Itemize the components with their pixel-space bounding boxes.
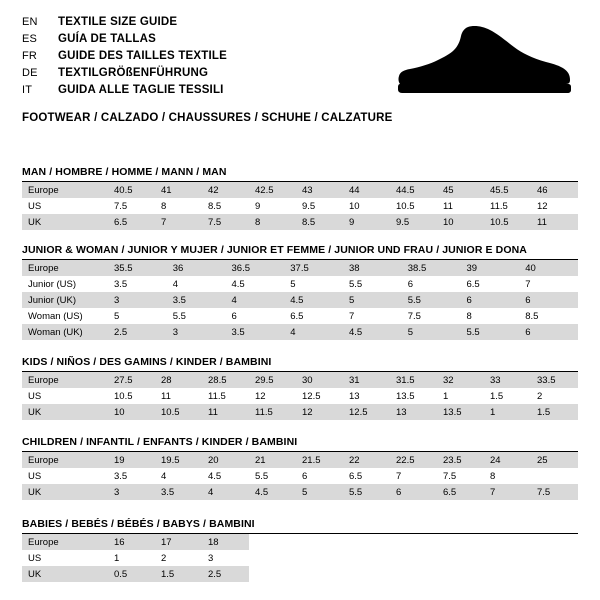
cell: 9 <box>343 214 390 230</box>
table-row <box>22 404 578 420</box>
cell: 8.5 <box>296 214 343 230</box>
table-row <box>22 372 578 388</box>
cell: 10 <box>437 214 484 230</box>
cell: 31 <box>343 372 390 388</box>
table-row <box>22 182 578 198</box>
cell: 41 <box>155 182 202 198</box>
cell: 6 <box>296 468 343 484</box>
cell: 2.5 <box>202 566 249 582</box>
row-label: Junior (US) <box>22 276 108 292</box>
cell-empty <box>249 566 296 582</box>
cell: 4 <box>284 324 343 340</box>
cell: 38.5 <box>402 260 461 276</box>
size-table-babies <box>22 534 578 582</box>
cell-empty <box>343 566 390 582</box>
cell: 8 <box>461 308 520 324</box>
cell: 11.5 <box>202 388 249 404</box>
cell: 11.5 <box>484 198 531 214</box>
cell: 32 <box>437 372 484 388</box>
cell: 5.5 <box>167 308 226 324</box>
cell: 13.5 <box>437 404 484 420</box>
row-label: Europe <box>22 182 108 198</box>
cell: 37.5 <box>284 260 343 276</box>
cell-empty <box>437 550 484 566</box>
table-row <box>22 452 578 468</box>
cell-empty <box>484 550 531 566</box>
language-code-fr: FR <box>22 50 38 62</box>
cell: 31.5 <box>390 372 437 388</box>
cell: 40 <box>519 260 578 276</box>
cell: 3 <box>202 550 249 566</box>
cell: 5 <box>284 276 343 292</box>
cell: 29.5 <box>249 372 296 388</box>
cell: 38 <box>343 260 402 276</box>
cell: 7.5 <box>437 468 484 484</box>
cell: 13 <box>390 404 437 420</box>
language-code-de: DE <box>22 67 38 79</box>
dress-shoe-icon <box>394 22 574 102</box>
cell: 5 <box>108 308 167 324</box>
cell: 3.5 <box>226 324 285 340</box>
language-title-it: GUIDA ALLE TAGLIE TESSILI <box>58 84 224 96</box>
table-row <box>22 468 578 484</box>
language-code-it: IT <box>22 84 33 96</box>
cell: 10.5 <box>155 404 202 420</box>
table-row <box>22 214 578 230</box>
cell: 3 <box>167 324 226 340</box>
cell: 42.5 <box>249 182 296 198</box>
cell: 10 <box>343 198 390 214</box>
cell: 20 <box>202 452 249 468</box>
cell-empty <box>390 550 437 566</box>
cell: 11 <box>202 404 249 420</box>
table-row <box>22 198 578 214</box>
cell: 8.5 <box>519 308 578 324</box>
table-row <box>22 260 578 276</box>
cell: 1 <box>437 388 484 404</box>
cell: 21 <box>249 452 296 468</box>
cell: 23.5 <box>437 452 484 468</box>
cell: 44.5 <box>390 182 437 198</box>
cell: 9.5 <box>296 198 343 214</box>
cell-empty <box>296 566 343 582</box>
cell: 2 <box>155 550 202 566</box>
cell: 18 <box>202 534 249 550</box>
row-label: UK <box>22 214 108 230</box>
section-title-babies: BABIES / BEBÉS / BÉBÉS / BABYS / BAMBINI <box>22 518 578 534</box>
cell: 10.5 <box>108 388 155 404</box>
cell: 8 <box>155 198 202 214</box>
row-label: Woman (UK) <box>22 324 108 340</box>
cell: 4.5 <box>343 324 402 340</box>
cell: 11 <box>437 198 484 214</box>
cell: 4 <box>202 484 249 500</box>
cell: 42 <box>202 182 249 198</box>
cell: 5.5 <box>343 276 402 292</box>
section-title-junior-woman: JUNIOR & WOMAN / JUNIOR Y MUJER / JUNIOR ET FEMME / JUNIOR UND FRAU / JUNIOR E DONA <box>22 244 578 260</box>
cell: 6 <box>461 292 520 308</box>
cell <box>531 468 578 484</box>
cell: 7 <box>484 484 531 500</box>
cell: 12 <box>531 198 578 214</box>
cell: 22 <box>343 452 390 468</box>
cell: 7 <box>155 214 202 230</box>
cell: 30 <box>296 372 343 388</box>
cell: 12 <box>296 404 343 420</box>
cell: 5.5 <box>461 324 520 340</box>
cell: 1.5 <box>155 566 202 582</box>
cell: 7.5 <box>402 308 461 324</box>
size-table-children <box>22 452 578 500</box>
cell: 13.5 <box>390 388 437 404</box>
cell: 45 <box>437 182 484 198</box>
row-label: US <box>22 468 108 484</box>
cell: 13 <box>343 388 390 404</box>
cell: 1.5 <box>531 404 578 420</box>
cell-empty <box>437 534 484 550</box>
cell: 7.5 <box>531 484 578 500</box>
cell: 5 <box>402 324 461 340</box>
cell: 5.5 <box>402 292 461 308</box>
cell: 36 <box>167 260 226 276</box>
cell: 35.5 <box>108 260 167 276</box>
table-row <box>22 550 578 566</box>
cell-empty <box>343 534 390 550</box>
cell: 4 <box>167 276 226 292</box>
row-label: Junior (UK) <box>22 292 108 308</box>
language-title-de: TEXTILGRÖßENFÜHRUNG <box>58 67 209 79</box>
cell: 6.5 <box>284 308 343 324</box>
cell: 3.5 <box>155 484 202 500</box>
table-row <box>22 292 578 308</box>
cell: 6.5 <box>343 468 390 484</box>
cell-empty <box>296 550 343 566</box>
language-title-en: TEXTILE SIZE GUIDE <box>58 16 178 28</box>
row-label: UK <box>22 404 108 420</box>
cell: 7.5 <box>108 198 155 214</box>
cell: 6 <box>390 484 437 500</box>
table-row <box>22 388 578 404</box>
cell: 3.5 <box>167 292 226 308</box>
language-code-es: ES <box>22 33 38 45</box>
section-babies <box>22 518 578 582</box>
size-table-junior-woman <box>22 260 578 340</box>
cell: 6.5 <box>108 214 155 230</box>
section-title-children: CHILDREN / INFANTIL / ENFANTS / KINDER / BAMBINI <box>22 436 578 452</box>
cell: 12 <box>249 388 296 404</box>
cell: 24 <box>484 452 531 468</box>
cell: 5.5 <box>249 468 296 484</box>
row-label: US <box>22 198 108 214</box>
cell: 17 <box>155 534 202 550</box>
cell: 3.5 <box>108 276 167 292</box>
cell: 5.5 <box>343 484 390 500</box>
cell: 9.5 <box>390 214 437 230</box>
table-row <box>22 534 578 550</box>
cell: 11 <box>155 388 202 404</box>
cell-empty <box>296 534 343 550</box>
cell: 4 <box>155 468 202 484</box>
cell: 4.5 <box>284 292 343 308</box>
cell-empty <box>343 550 390 566</box>
cell: 8 <box>249 214 296 230</box>
cell: 44 <box>343 182 390 198</box>
cell: 5 <box>296 484 343 500</box>
cell: 28.5 <box>202 372 249 388</box>
row-label: Europe <box>22 372 108 388</box>
cell: 4.5 <box>249 484 296 500</box>
cell: 10.5 <box>484 214 531 230</box>
cell: 16 <box>108 534 155 550</box>
cell: 6 <box>226 308 285 324</box>
section-junior-woman <box>22 244 578 340</box>
cell: 22.5 <box>390 452 437 468</box>
cell: 1 <box>484 404 531 420</box>
cell: 19 <box>108 452 155 468</box>
cell: 33.5 <box>531 372 578 388</box>
cell: 4.5 <box>226 276 285 292</box>
cell: 11 <box>531 214 578 230</box>
cell: 9 <box>249 198 296 214</box>
section-title-man: MAN / HOMBRE / HOMME / MANN / MAN <box>22 166 578 182</box>
table-row <box>22 308 578 324</box>
cell: 33 <box>484 372 531 388</box>
cell: 4 <box>226 292 285 308</box>
row-label: Woman (US) <box>22 308 108 324</box>
cell: 12.5 <box>296 388 343 404</box>
cell: 3 <box>108 292 167 308</box>
cell: 43 <box>296 182 343 198</box>
row-label: Europe <box>22 534 108 550</box>
size-table-man <box>22 182 578 230</box>
cell: 25 <box>531 452 578 468</box>
cell-empty <box>390 534 437 550</box>
row-label: Europe <box>22 260 108 276</box>
cell-empty <box>531 566 578 582</box>
cell: 27.5 <box>108 372 155 388</box>
row-label: UK <box>22 566 108 582</box>
table-row <box>22 566 578 582</box>
cell: 7 <box>343 308 402 324</box>
cell: 1 <box>108 550 155 566</box>
cell-empty <box>249 550 296 566</box>
cell: 0.5 <box>108 566 155 582</box>
cell: 46 <box>531 182 578 198</box>
row-label: Europe <box>22 452 108 468</box>
cell: 4.5 <box>202 468 249 484</box>
cell: 6 <box>402 276 461 292</box>
cell-empty <box>484 566 531 582</box>
cell: 45.5 <box>484 182 531 198</box>
section-man <box>22 166 578 230</box>
cell: 2 <box>531 388 578 404</box>
table-row <box>22 484 578 500</box>
cell: 21.5 <box>296 452 343 468</box>
row-label: US <box>22 388 108 404</box>
cell: 6 <box>519 324 578 340</box>
section-kids <box>22 356 578 420</box>
language-title-fr: GUIDE DES TAILLES TEXTILE <box>58 50 227 62</box>
cell-empty <box>249 534 296 550</box>
cell: 40.5 <box>108 182 155 198</box>
cell-empty <box>390 566 437 582</box>
cell-empty <box>437 566 484 582</box>
cell: 5 <box>343 292 402 308</box>
cell: 6.5 <box>461 276 520 292</box>
row-label: UK <box>22 484 108 500</box>
cell: 10 <box>108 404 155 420</box>
table-row <box>22 324 578 340</box>
cell: 3 <box>108 484 155 500</box>
category-heading: FOOTWEAR / CALZADO / CHAUSSURES / SCHUHE / CALZATURE <box>22 112 393 124</box>
section-children <box>22 436 578 500</box>
cell: 6.5 <box>437 484 484 500</box>
cell: 3.5 <box>108 468 155 484</box>
cell-empty <box>531 534 578 550</box>
cell: 28 <box>155 372 202 388</box>
cell: 8 <box>484 468 531 484</box>
cell: 1.5 <box>484 388 531 404</box>
table-row <box>22 276 578 292</box>
cell: 39 <box>461 260 520 276</box>
cell: 7.5 <box>202 214 249 230</box>
language-code-en: EN <box>22 16 38 28</box>
cell: 6 <box>519 292 578 308</box>
size-table-kids <box>22 372 578 420</box>
cell: 2.5 <box>108 324 167 340</box>
cell: 12.5 <box>343 404 390 420</box>
section-title-kids: KIDS / NIÑOS / DES GAMINS / KINDER / BAMBINI <box>22 356 578 372</box>
row-label: US <box>22 550 108 566</box>
cell: 10.5 <box>390 198 437 214</box>
cell: 36.5 <box>226 260 285 276</box>
cell: 19.5 <box>155 452 202 468</box>
cell-empty <box>484 534 531 550</box>
cell-empty <box>531 550 578 566</box>
cell: 7 <box>390 468 437 484</box>
cell: 7 <box>519 276 578 292</box>
language-title-es: GUÍA DE TALLAS <box>58 33 156 45</box>
cell: 8.5 <box>202 198 249 214</box>
cell: 11.5 <box>249 404 296 420</box>
